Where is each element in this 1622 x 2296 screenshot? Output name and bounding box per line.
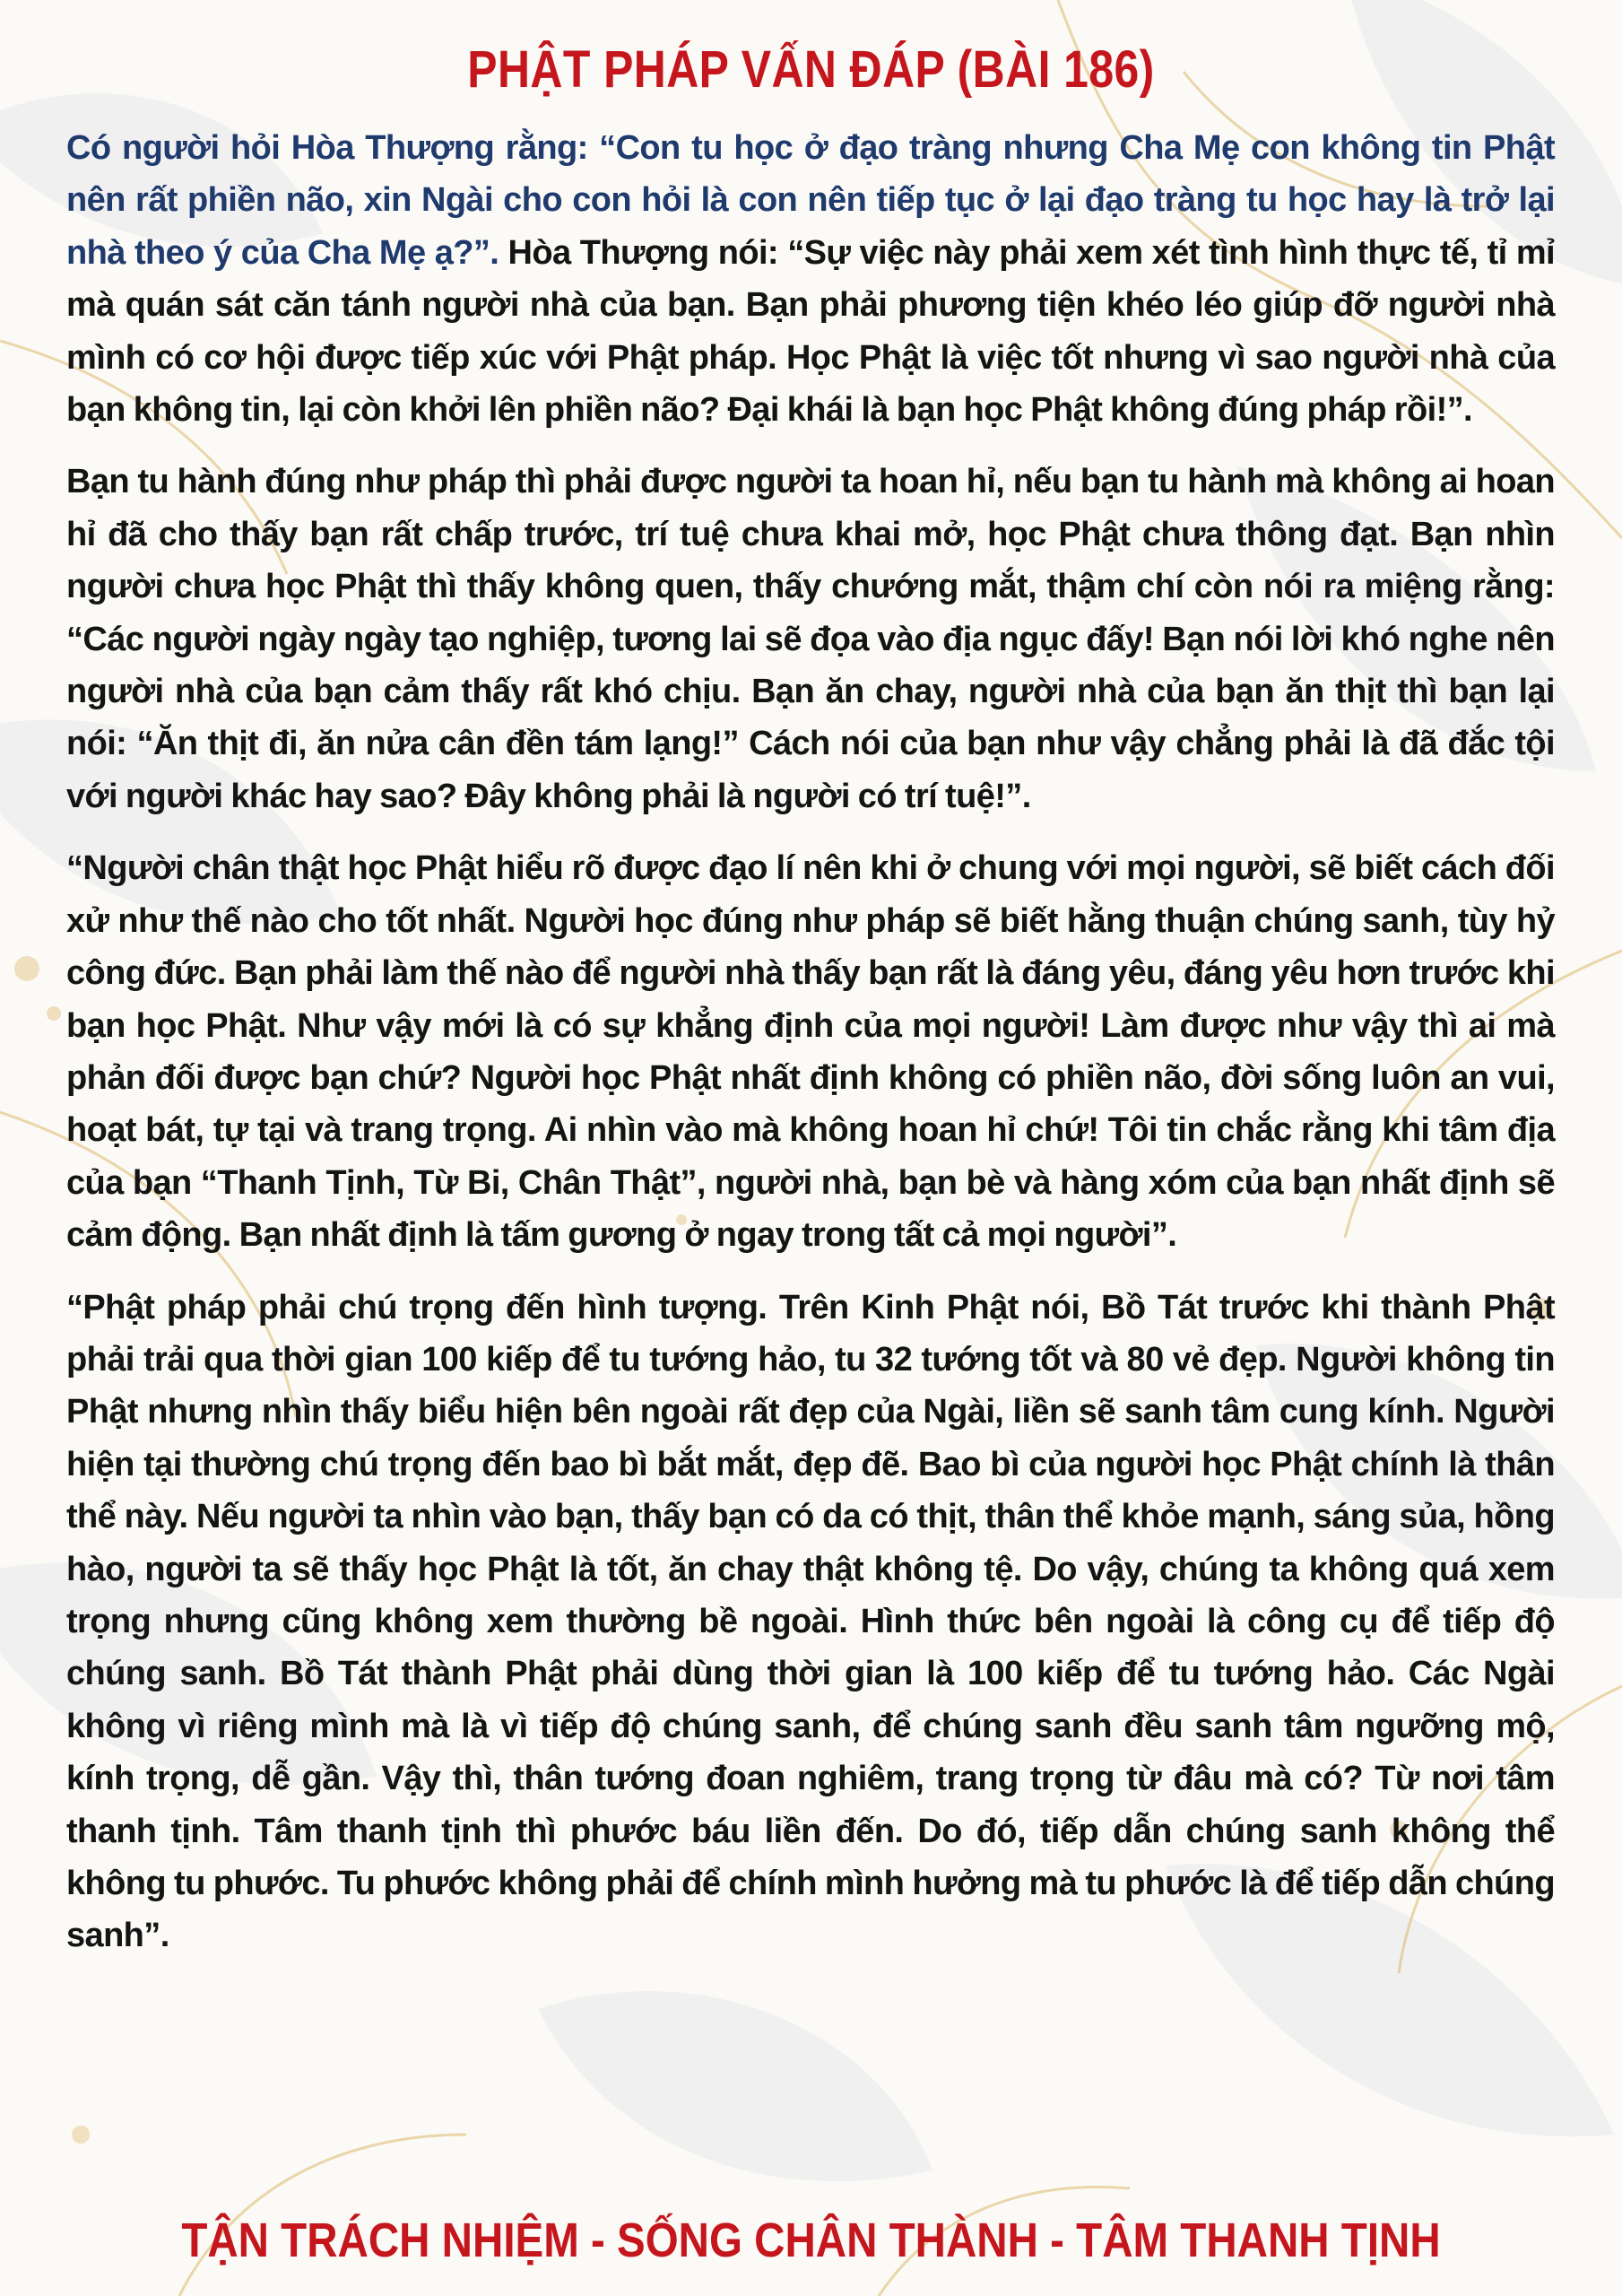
document-body: [66, 122, 1555, 1982]
paragraph: Bạn tu hành đúng như pháp thì phải được người ta hoan hỉ, nếu bạn tu hành mà không ai hoan hỉ đã cho thấy bạn rất chấp trước, trí tuệ chưa khai mở, học Phật chưa thông đạt. Bạn nhìn người chưa học Phật thì thấy không quen, thấy chướng mắt, thậm chí còn nói ra miệng rằng: “Các người ngày ngày tạo nghiệp, tương lai sẽ đọa vào địa ngục đấy! Bạn nói lời khó nghe nên người nhà của bạn cảm thấy rất khó chịu. Bạn ăn chay, người nhà của bạn ăn thịt thì bạn lại nói: “Ăn thịt đi, ăn nửa cân đền tám lạng!” Cách nói của bạn như vậy chẳng phải là đã đắc tội với người khác hay sao? Đây không phải là người có trí tuệ!”.: [66, 463, 1555, 815]
paragraph: “Người chân thật học Phật hiểu rõ được đạo lí nên khi ở chung với mọi người, sẽ biết cách đối xử như thế nào cho tốt nhất. Người học đúng như pháp sẽ biết hằng thuận chúng sanh, tùy hỷ công đức. Bạn phải làm thế nào để người nhà thấy bạn rất là đáng yêu, đáng yêu hơn trước khi bạn học Phật. Như vậy mới là có sự khẳng định của mọi người! Làm được như vậy thì ai mà phản đối được bạn chứ? Người học Phật nhất định không có phiền não, đời sống luôn an vui, hoạt bát, tự tại và trang trọng. Ai nhìn vào mà không hoan hỉ chứ! Tôi tin chắc rằng khi tâm địa của bạn “Thanh Tịnh, Từ Bi, Chân Thật”, người nhà, bạn bè và hàng xóm của bạn nhất định sẽ cảm động. Bạn nhất định là tấm gương ở ngay trong tất cả mọi người”.: [66, 849, 1555, 1255]
paragraph: [66, 122, 1555, 436]
answer-text: Hòa Thượng nói: “Sự việc này phải xem xét tình hình thực tế, tỉ mỉ mà quán sát căn tánh người nhà của bạn. Bạn phải phương tiện khéo léo giúp đỡ người nhà mình có cơ hội được tiếp xúc với Phật pháp. Học Phật là việc tốt nhưng vì sao người nhà của bạn không tin, lại còn khởi lên phiền não? Đại khái là bạn học Phật không đúng pháp rồi!”.: [66, 233, 1555, 430]
document-title: PHẬT PHÁP VẤN ĐÁP (BÀI 186): [467, 40, 1155, 99]
footer-motto: TẬN TRÁCH NHIỆM - SỐNG CHÂN THÀNH - TÂM THANH TỊNH: [181, 2213, 1441, 2267]
question-text: Có người hỏi Hòa Thượng rằng: “Con tu học ở đạo tràng nhưng Cha Mẹ con không tin Phật nên rất phiền não, xin Ngài cho con hỏi là con nên tiếp tục ở lại đạo tràng tu học hay là trở lại nhà theo ý của Cha Mẹ ạ?”.: [66, 129, 1555, 272]
paragraph: “Phật pháp phải chú trọng đến hình tượng. Trên Kinh Phật nói, Bồ Tát trước khi thành Phật phải trải qua thời gian 100 kiếp để tu tướng hảo, tu 32 tướng tốt và 80 vẻ đẹp. Người không tin Phật nhưng nhìn thấy biểu hiện bên ngoài rất đẹp của Ngài, liền sẽ sanh tâm cung kính. Người hiện tại thường chú trọng đến bao bì bắt mắt, đẹp đẽ. Bao bì của người học Phật chính là thân thể này. Nếu người ta nhìn vào bạn, thấy bạn có da có thịt, thân thể khỏe mạnh, sáng sủa, hồng hào, người ta sẽ thấy học Phật là tốt, ăn chay thật không tệ. Do vậy, chúng ta không quá xem trọng nhưng cũng không xem thường bề ngoài. Hình thức bên ngoài là công cụ để tiếp độ chúng sanh. Bồ Tát thành Phật phải dùng thời gian là 100 kiếp để tu tướng hảo. Các Ngài không vì riêng mình mà là vì tiếp độ chúng sanh, để chúng sanh đều sanh tâm ngưỡng mộ, kính trọng, dễ gần. Vậy thì, thân tướng đoan nghiêm, trang trọng từ đâu mà có? Từ nơi tâm thanh tịnh. Tâm thanh tịnh thì phước báu liền đến. Do đó, tiếp dẫn chúng sanh không thể không tu phước. Tu phước không phải để chính mình hưởng mà tu phước là để tiếp dẫn chúng sanh”.: [66, 1288, 1555, 1955]
